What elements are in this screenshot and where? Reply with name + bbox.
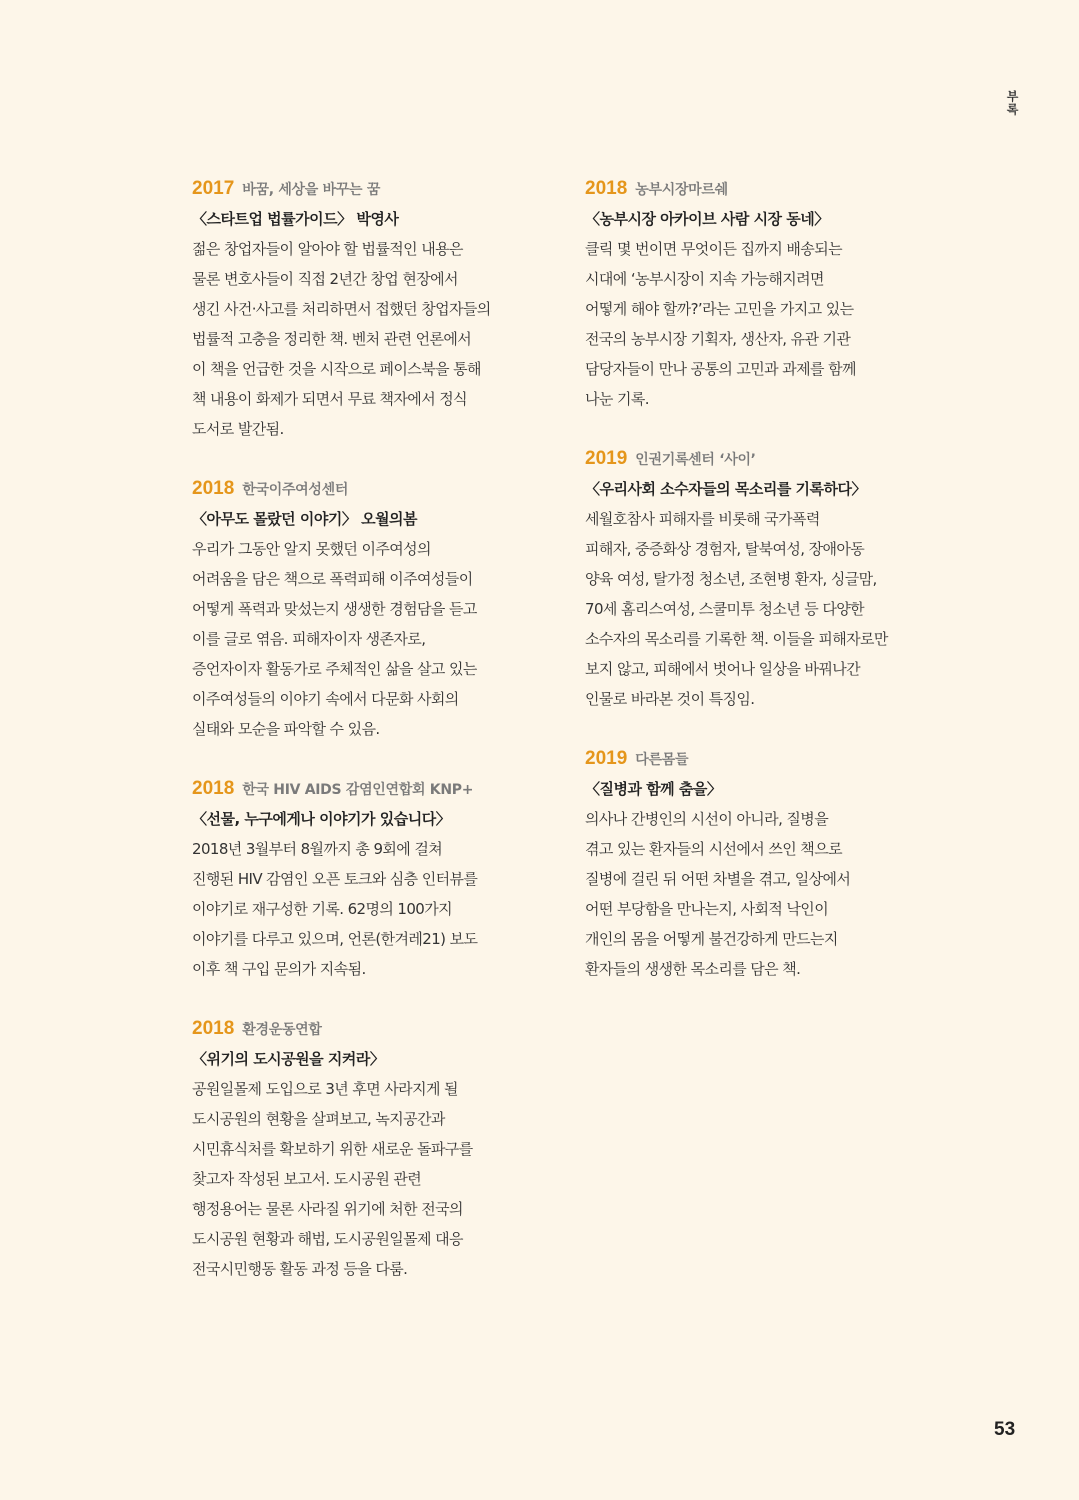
description-line: 소수자의 목소리를 기록한 책. 이들을 피해자로만 [585,630,888,648]
description-line: 개인의 몸을 어떻게 불건강하게 만드는지 [585,930,838,948]
entry-description [192,1074,552,1284]
entry-organization: 바꿈, 세상을 바꾸는 꿈 [242,182,381,198]
description-line: 어떻게 해야 할까?’라는 고민을 가지고 있는 [585,300,854,318]
entry-organization: 인권기록센터 ‘사이’ [635,452,756,468]
description-line: 이를 글로 엮음. 피해자이자 생존자로, [192,630,426,648]
description-line: 피해자, 중증화상 경험자, 탈북여성, 장애아동 [585,540,865,558]
entry-organization: 환경운동연합 [242,1022,322,1038]
description-line: 젊은 창업자들이 알아야 할 법률적인 내용은 [192,240,463,258]
entry-year: 2018 [192,778,235,799]
page-number: 53 [994,1419,1016,1440]
book-entry [192,774,552,984]
entry-header [585,744,955,774]
description-line: 법률적 고충을 정리한 책. 벤처 관련 언론에서 [192,330,472,348]
left-column [192,174,552,1314]
entry-year: 2017 [192,178,235,199]
description-line: 70세 홈리스여성, 스쿨미투 청소년 등 다양한 [585,600,865,618]
entry-book-title: 〈농부시장 아카이브 사람 시장 동네〉 [585,210,829,228]
entry-book-title: 〈스타트업 법률가이드〉 박영사 [192,210,399,228]
description-line: 세월호참사 피해자를 비롯해 국가폭력 [585,510,820,528]
description-line: 물론 변호사들이 직접 2년간 창업 현장에서 [192,270,458,288]
entry-book-title: 〈우리사회 소수자들의 목소리를 기록하다〉 [585,480,866,498]
description-line: 생긴 사건·사고를 처리하면서 접했던 창업자들의 [192,300,491,318]
entry-book-title: 〈선물, 누구에게나 이야기가 있습니다〉 [192,810,451,828]
entry-book-title: 〈아무도 몰랐던 이야기〉 오월의봄 [192,510,418,528]
entry-year: 2019 [585,448,628,469]
description-line: 이주여성들의 이야기 속에서 다문화 사회의 [192,690,459,708]
description-line: 이 책을 언급한 것을 시작으로 페이스북을 통해 [192,360,481,378]
description-line: 양육 여성, 탈가정 청소년, 조현병 환자, 싱글맘, [585,570,877,588]
description-line: 시민휴식처를 확보하기 위한 새로운 돌파구를 [192,1140,473,1158]
entry-organization: 다른몸들 [635,752,689,768]
description-line: 클릭 몇 번이면 무엇이든 집까지 배송되는 [585,240,842,258]
book-entry [585,744,955,984]
entry-description [192,834,552,984]
description-line: 우리가 그동안 알지 못했던 이주여성의 [192,540,431,558]
description-line: 책 내용이 화제가 되면서 무료 책자에서 정식 [192,390,468,408]
book-entry [192,474,552,744]
description-line: 전국시민행동 활동 과정 등을 다룸. [192,1260,408,1278]
entry-organization: 한국이주여성센터 [242,482,349,498]
entry-description [585,234,955,414]
description-line: 도시공원 현황과 해법, 도시공원일몰제 대응 [192,1230,463,1248]
description-line: 이야기를 다루고 있으며, 언론(한겨레21) 보도 [192,930,478,948]
description-line: 어떤 부당함을 만나는지, 사회적 낙인이 [585,900,829,918]
description-line: 공원일몰제 도입으로 3년 후면 사라지게 될 [192,1080,458,1098]
entry-book-title: 〈질병과 함께 춤을〉 [585,780,722,798]
description-line: 인물로 바라본 것이 특징임. [585,690,755,708]
entry-header [192,474,552,504]
description-line: 보지 않고, 피해에서 벗어나 일상을 바꿔나간 [585,660,861,678]
description-line: 전국의 농부시장 기획자, 생산자, 유관 기관 [585,330,851,348]
description-line: 이후 책 구입 문의가 지속됨. [192,960,366,978]
entry-header [192,1014,552,1044]
entry-header [192,774,552,804]
description-line: 환자들의 생생한 목소리를 담은 책. [585,960,801,978]
description-line: 실태와 모순을 파악할 수 있음. [192,720,380,738]
entry-header [585,174,955,204]
description-line: 도시공원의 현황을 살펴보고, 녹지공간과 [192,1110,445,1128]
entry-book-title: 〈위기의 도시공원을 지켜라〉 [192,1050,385,1068]
entry-year: 2018 [192,478,235,499]
entry-organization: 한국 HIV AIDS 감염인연합회 KNP+ [242,782,474,798]
description-line: 도서로 발간됨. [192,420,284,438]
entry-year: 2018 [192,1018,235,1039]
entry-description [585,804,955,984]
description-line: 어려움을 담은 책으로 폭력피해 이주여성들이 [192,570,473,588]
description-line: 행정용어는 물론 사라질 위기에 처한 전국의 [192,1200,463,1218]
book-entry [585,174,955,414]
book-entry [192,174,552,444]
entry-year: 2019 [585,748,628,769]
entry-organization: 농부시장마르쉐 [635,182,728,198]
description-line: 의사나 간병인의 시선이 아니라, 질병을 [585,810,829,828]
right-column [585,174,955,1014]
description-line: 나눈 기록. [585,390,649,408]
book-entry [192,1014,552,1284]
entry-header [585,444,955,474]
entry-year: 2018 [585,178,628,199]
description-line: 진행된 HIV 감염인 오픈 토크와 심층 인터뷰를 [192,870,478,888]
entry-description [585,504,955,714]
book-entry [585,444,955,714]
section-tab: 부록 [1005,90,1019,116]
entry-description [192,534,552,744]
description-line: 이야기로 재구성한 기록. 62명의 100가지 [192,900,453,918]
description-line: 겪고 있는 환자들의 시선에서 쓰인 책으로 [585,840,842,858]
description-line: 증언자이자 활동가로 주체적인 삶을 살고 있는 [192,660,477,678]
description-line: 2018년 3월부터 8월까지 총 9회에 걸쳐 [192,840,443,858]
entry-header [192,174,552,204]
description-line: 시대에 ‘농부시장이 지속 가능해지려면 [585,270,824,288]
description-line: 담당자들이 만나 공통의 고민과 과제를 함께 [585,360,856,378]
description-line: 질병에 걸린 뒤 어떤 차별을 겪고, 일상에서 [585,870,851,888]
entry-description [192,234,552,444]
description-line: 어떻게 폭력과 맞섰는지 생생한 경험담을 듣고 [192,600,477,618]
description-line: 찾고자 작성된 보고서. 도시공원 관련 [192,1170,422,1188]
